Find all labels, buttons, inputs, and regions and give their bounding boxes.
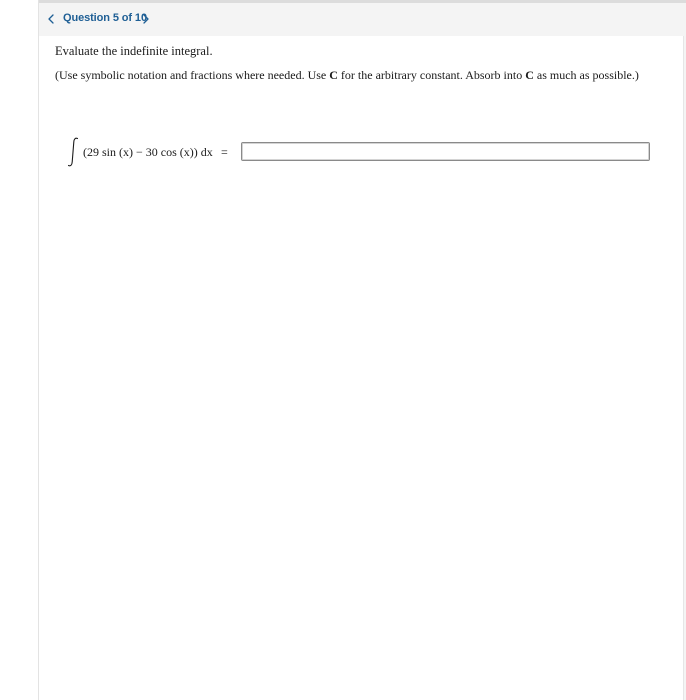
equals-sign: = — [221, 145, 228, 159]
constant-symbol: C — [525, 68, 534, 82]
integral-sign-icon — [65, 136, 81, 168]
left-rail — [0, 0, 39, 700]
integral-expression — [65, 136, 665, 170]
chevron-right-icon[interactable] — [140, 12, 152, 26]
question-instruction: Evaluate the indefinite integral. — [55, 44, 213, 58]
chevron-left-icon[interactable] — [45, 12, 57, 26]
integrand-text: (29 sin (x) − 30 cos (x)) dx — [83, 145, 213, 159]
note-text: for the arbitrary constant. Absorb into — [337, 68, 526, 82]
notation-note — [55, 68, 639, 83]
note-text: as much as possible.) — [533, 68, 639, 82]
answer-input[interactable] — [241, 142, 650, 161]
note-text: (Use symbolic notation and fractions where needed. Use — [55, 68, 330, 82]
constant-symbol: C — [329, 68, 338, 82]
question-panel — [39, 36, 684, 700]
question-navigation — [39, 3, 686, 36]
question-counter: Question 5 of 10 — [63, 12, 147, 24]
